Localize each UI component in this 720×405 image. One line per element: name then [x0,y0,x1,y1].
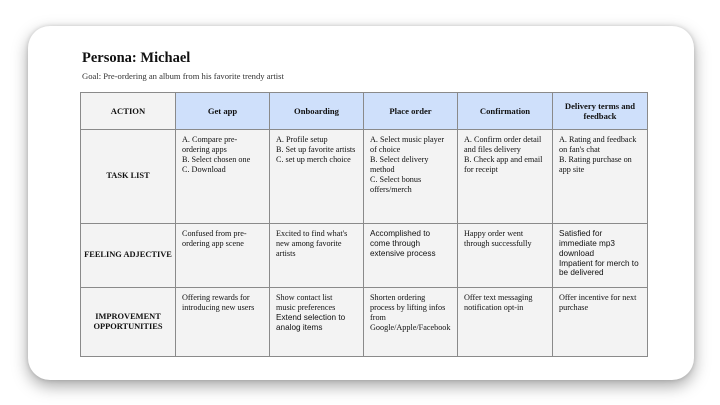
feeling-label: FEELING ADJECTIVE [81,224,176,288]
improvement-text: Show contact list [276,293,333,302]
task-item: A. Rating and feedback on fan's chat [559,135,637,154]
task-item: C. set up merch choice [276,155,351,164]
task-item: B. Select delivery method [370,155,429,174]
task-list-label: TASK LIST [81,130,176,224]
improvement-text: Shorten ordering process by lifting infos from Google/Apple/Facebook [370,293,451,332]
feeling-cell-get-app [176,224,270,288]
stage-header-onboarding: Onboarding [270,93,364,130]
action-header: ACTION [81,93,176,130]
improvement-text: Offer text messaging notification opt-in [464,293,533,312]
stage-header-delivery: Delivery terms and feedback [553,93,648,130]
feeling-text: Satisfied for immediate mp3 download [559,229,615,258]
task-item: A. Compare pre-ordering apps [182,135,238,154]
improvement-row [81,288,648,357]
feeling-text: Impatient for merch to be delivered [559,258,639,278]
improvement-text: Offer incentive for next purchase [559,293,637,312]
improvement-text: Extend selection to analog items [276,313,346,332]
feeling-cell-onboarding [270,224,364,288]
feeling-text: Accomplished to come through extensive process [370,229,436,258]
task-list-row [81,130,648,224]
feeling-text: Happy order went through successfully [464,229,532,248]
task-item: A. Select music player of choice [370,135,445,154]
stage-header-get-app: Get app [176,93,270,130]
feeling-text: Confused from pre-ordering app scene [182,229,247,248]
stage-header-confirmation: Confirmation [458,93,553,130]
task-item: B. Check app and email for receipt [464,155,543,174]
task-cell-get-app [176,130,270,224]
improvement-text: Offering rewards for introducing new users [182,293,255,312]
improvement-cell-onboarding [270,288,364,357]
persona-goal: Goal: Pre-ordering an album from his favorite trendy artist [82,71,284,81]
task-item: B. Rating purchase on app site [559,155,632,174]
task-item: A. Profile setup [276,135,328,144]
task-item: A. Confirm order detail and files delivery [464,135,542,154]
feeling-text: Excited to find what's new among favorite artists [276,229,348,258]
improvement-cell-confirmation [458,288,553,357]
stage-header-place-order: Place order [364,93,458,130]
improvement-cell-place-order [364,288,458,357]
improvement-label: IMPROVEMENT OPPORTUNITIES [81,288,176,357]
journey-map-card [28,26,694,380]
task-item: B. Set up favorite artists [276,145,356,154]
task-cell-delivery [553,130,648,224]
improvement-text: music preferences [276,303,336,312]
task-item: C. Select bonus offers/merch [370,175,422,194]
feeling-cell-confirmation [458,224,553,288]
task-item: B. Select chosen one [182,155,251,164]
task-cell-onboarding [270,130,364,224]
task-cell-place-order [364,130,458,224]
task-cell-confirmation [458,130,553,224]
stage-header-row [81,93,648,130]
feeling-cell-delivery [553,224,648,288]
persona-title: Persona: Michael [82,50,191,66]
task-item: C. Download [182,165,226,174]
feeling-cell-place-order [364,224,458,288]
feeling-row [81,224,648,288]
improvement-cell-delivery [553,288,648,357]
improvement-cell-get-app [176,288,270,357]
journey-map-table [80,92,648,357]
